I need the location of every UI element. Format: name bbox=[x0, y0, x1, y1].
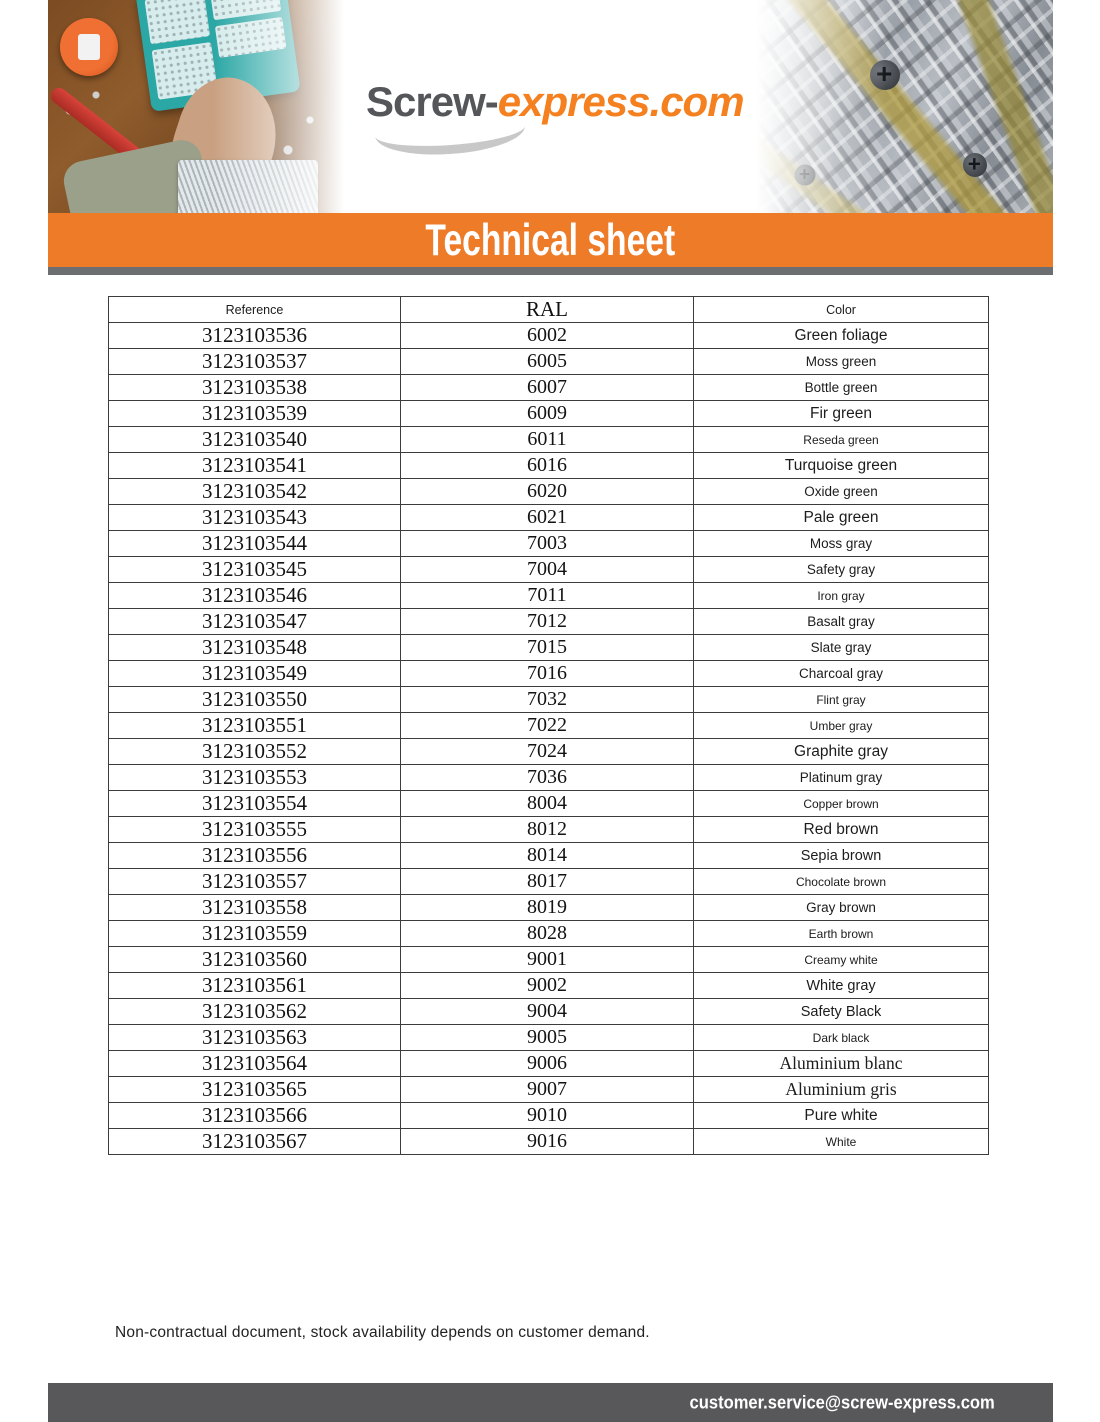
table-row bbox=[109, 817, 989, 843]
ral-cell: 7016 bbox=[401, 661, 694, 687]
color-header: Color bbox=[694, 297, 989, 323]
reference-cell: 3123103540 bbox=[109, 427, 401, 453]
workbench-photo bbox=[48, 0, 350, 213]
ral-cell: 6005 bbox=[401, 349, 694, 375]
ral-color-table bbox=[108, 296, 989, 1155]
reference-cell: 3123103546 bbox=[109, 583, 401, 609]
table-header-row bbox=[109, 297, 989, 323]
reference-cell: 3123103560 bbox=[109, 947, 401, 973]
table-row bbox=[109, 349, 989, 375]
color-cell: Oxide green bbox=[694, 479, 989, 505]
reference-cell: 3123103552 bbox=[109, 739, 401, 765]
reference-cell: 3123103547 bbox=[109, 609, 401, 635]
title-banner bbox=[48, 213, 1053, 267]
color-cell: White bbox=[694, 1129, 989, 1155]
color-cell: Sepia brown bbox=[694, 843, 989, 869]
ral-cell: 9010 bbox=[401, 1103, 694, 1129]
color-cell: Green foliage bbox=[694, 323, 989, 349]
table-row bbox=[109, 1025, 989, 1051]
color-cell: Bottle green bbox=[694, 375, 989, 401]
reference-header: Reference bbox=[109, 297, 401, 323]
screws-photo bbox=[750, 0, 1053, 213]
table-row bbox=[109, 843, 989, 869]
table-row bbox=[109, 921, 989, 947]
reference-cell: 3123103561 bbox=[109, 973, 401, 999]
reference-cell: 3123103537 bbox=[109, 349, 401, 375]
reference-cell: 3123103536 bbox=[109, 323, 401, 349]
ral-cell: 7022 bbox=[401, 713, 694, 739]
reference-cell: 3123103554 bbox=[109, 791, 401, 817]
reference-cell: 3123103555 bbox=[109, 817, 401, 843]
color-cell: Charcoal gray bbox=[694, 661, 989, 687]
table-row bbox=[109, 1103, 989, 1129]
color-cell: Turquoise green bbox=[694, 453, 989, 479]
reference-cell: 3123103566 bbox=[109, 1103, 401, 1129]
ral-cell: 6002 bbox=[401, 323, 694, 349]
color-cell: Safety Black bbox=[694, 999, 989, 1025]
color-cell: Umber gray bbox=[694, 713, 989, 739]
ral-cell: 6016 bbox=[401, 453, 694, 479]
contact-bar bbox=[48, 1383, 1053, 1422]
ral-cell: 8012 bbox=[401, 817, 694, 843]
ral-table-body bbox=[109, 323, 989, 1155]
divider-bar bbox=[48, 267, 1053, 275]
color-cell: Earth brown bbox=[694, 921, 989, 947]
ral-cell: 7015 bbox=[401, 635, 694, 661]
table-row bbox=[109, 1129, 989, 1155]
logo-text-prefix: Screw- bbox=[366, 78, 498, 125]
table-row bbox=[109, 479, 989, 505]
table-row bbox=[109, 401, 989, 427]
reference-cell: 3123103550 bbox=[109, 687, 401, 713]
logo-text-suffix: express.com bbox=[497, 78, 744, 125]
contact-email[interactable]: customer.service@screw-express.com bbox=[689, 1391, 995, 1413]
color-cell: Fir green bbox=[694, 401, 989, 427]
color-cell: Copper brown bbox=[694, 791, 989, 817]
ral-cell: 6021 bbox=[401, 505, 694, 531]
reference-cell: 3123103541 bbox=[109, 453, 401, 479]
color-cell: White gray bbox=[694, 973, 989, 999]
color-cell: Safety gray bbox=[694, 557, 989, 583]
color-cell: Platinum gray bbox=[694, 765, 989, 791]
reference-cell: 3123103538 bbox=[109, 375, 401, 401]
ral-cell: 7036 bbox=[401, 765, 694, 791]
table-row bbox=[109, 999, 989, 1025]
table-row bbox=[109, 635, 989, 661]
ral-cell: 9002 bbox=[401, 973, 694, 999]
ral-cell: 9016 bbox=[401, 1129, 694, 1155]
table-row bbox=[109, 765, 989, 791]
table-row bbox=[109, 583, 989, 609]
ral-header: RAL bbox=[401, 297, 694, 323]
ral-cell: 8004 bbox=[401, 791, 694, 817]
color-cell: Red brown bbox=[694, 817, 989, 843]
color-cell: Moss gray bbox=[694, 531, 989, 557]
reference-cell: 3123103559 bbox=[109, 921, 401, 947]
reference-cell: 3123103562 bbox=[109, 999, 401, 1025]
ral-cell: 9007 bbox=[401, 1077, 694, 1103]
table-row bbox=[109, 531, 989, 557]
color-cell: Pure white bbox=[694, 1103, 989, 1129]
ral-cell: 6009 bbox=[401, 401, 694, 427]
color-cell: Iron gray bbox=[694, 583, 989, 609]
ral-cell: 8017 bbox=[401, 869, 694, 895]
ral-cell: 8028 bbox=[401, 921, 694, 947]
reference-cell: 3123103545 bbox=[109, 557, 401, 583]
table-row bbox=[109, 947, 989, 973]
ral-cell: 8014 bbox=[401, 843, 694, 869]
reference-cell: 3123103539 bbox=[109, 401, 401, 427]
table-row bbox=[109, 791, 989, 817]
color-cell: Pale green bbox=[694, 505, 989, 531]
reference-cell: 3123103544 bbox=[109, 531, 401, 557]
table-row bbox=[109, 1077, 989, 1103]
reference-cell: 3123103556 bbox=[109, 843, 401, 869]
color-cell: Chocolate brown bbox=[694, 869, 989, 895]
reference-cell: 3123103548 bbox=[109, 635, 401, 661]
reference-cell: 3123103557 bbox=[109, 869, 401, 895]
reference-cell: 3123103558 bbox=[109, 895, 401, 921]
reference-cell: 3123103542 bbox=[109, 479, 401, 505]
ral-cell: 8019 bbox=[401, 895, 694, 921]
reference-cell: 3123103567 bbox=[109, 1129, 401, 1155]
color-cell: Gray brown bbox=[694, 895, 989, 921]
ral-cell: 7032 bbox=[401, 687, 694, 713]
table-row bbox=[109, 687, 989, 713]
table-row bbox=[109, 1051, 989, 1077]
color-cell: Aluminium blanc bbox=[694, 1051, 989, 1077]
logo bbox=[350, 0, 750, 213]
reference-cell: 3123103551 bbox=[109, 713, 401, 739]
ral-cell: 6011 bbox=[401, 427, 694, 453]
ral-cell: 7004 bbox=[401, 557, 694, 583]
table-row bbox=[109, 427, 989, 453]
reference-cell: 3123103553 bbox=[109, 765, 401, 791]
color-cell: Basalt gray bbox=[694, 609, 989, 635]
ral-cell: 9005 bbox=[401, 1025, 694, 1051]
ral-cell: 9001 bbox=[401, 947, 694, 973]
ral-cell: 7011 bbox=[401, 583, 694, 609]
ral-cell: 7012 bbox=[401, 609, 694, 635]
ral-cell: 7024 bbox=[401, 739, 694, 765]
reference-cell: 3123103564 bbox=[109, 1051, 401, 1077]
color-cell: Reseda green bbox=[694, 427, 989, 453]
table-row bbox=[109, 375, 989, 401]
ral-cell: 6020 bbox=[401, 479, 694, 505]
table-row bbox=[109, 505, 989, 531]
disclaimer-note: Non-contractual document, stock availability depends on customer demand. bbox=[115, 1324, 650, 1341]
color-cell: Graphite gray bbox=[694, 739, 989, 765]
color-cell: Creamy white bbox=[694, 947, 989, 973]
table-row bbox=[109, 895, 989, 921]
ral-cell: 9004 bbox=[401, 999, 694, 1025]
reference-cell: 3123103565 bbox=[109, 1077, 401, 1103]
table-row bbox=[109, 557, 989, 583]
ral-cell: 9006 bbox=[401, 1051, 694, 1077]
page-title: Technical sheet bbox=[425, 214, 676, 265]
table-row bbox=[109, 973, 989, 999]
color-cell: Moss green bbox=[694, 349, 989, 375]
table-row bbox=[109, 609, 989, 635]
reference-cell: 3123103563 bbox=[109, 1025, 401, 1051]
color-cell: Flint gray bbox=[694, 687, 989, 713]
table-row bbox=[109, 739, 989, 765]
table-row bbox=[109, 713, 989, 739]
reference-cell: 3123103543 bbox=[109, 505, 401, 531]
table-row bbox=[109, 869, 989, 895]
ral-cell: 7003 bbox=[401, 531, 694, 557]
color-cell: Aluminium gris bbox=[694, 1077, 989, 1103]
ral-cell: 6007 bbox=[401, 375, 694, 401]
reference-cell: 3123103549 bbox=[109, 661, 401, 687]
color-cell: Slate gray bbox=[694, 635, 989, 661]
table-row bbox=[109, 323, 989, 349]
table-row bbox=[109, 453, 989, 479]
table-row bbox=[109, 661, 989, 687]
color-cell: Dark black bbox=[694, 1025, 989, 1051]
